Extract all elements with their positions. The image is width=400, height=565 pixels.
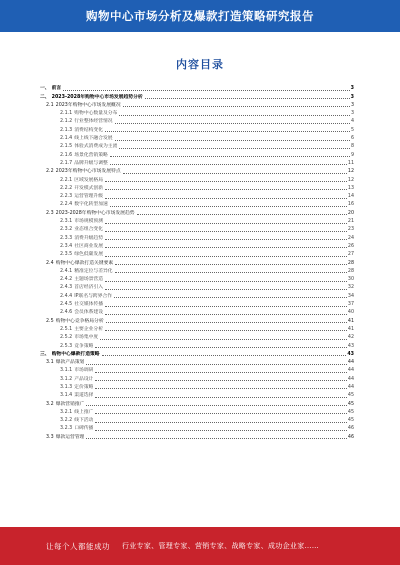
toc-entry-page: 45 <box>347 393 354 399</box>
toc-entry-number: 2.2.3 <box>60 194 73 200</box>
footer-slogan: 让每个人都能成功 <box>46 541 110 551</box>
toc-entry[interactable] <box>40 258 354 266</box>
toc-entry[interactable] <box>40 217 354 225</box>
toc-leader-dots <box>115 123 350 124</box>
toc-entry[interactable] <box>40 408 354 416</box>
toc-leader-dots <box>137 214 347 215</box>
toc-entry-label: 运营管理升级 <box>74 194 104 200</box>
toc-entry-page: 37 <box>347 302 354 308</box>
toc-entry[interactable] <box>40 142 354 150</box>
toc-leader-dots <box>105 281 347 282</box>
toc-entry-page: 26 <box>347 243 354 249</box>
toc-entry-label: 业态组合变化 <box>74 227 104 233</box>
toc-entry-label: 2023-2028年购物中心市场发展趋势 <box>55 210 135 216</box>
toc-entry[interactable] <box>40 374 354 382</box>
toc-entry-page: 12 <box>347 177 354 183</box>
toc-leader-dots <box>95 430 346 431</box>
table-of-contents <box>40 84 354 522</box>
toc-entry-page: 44 <box>347 384 354 390</box>
toc-entry-number: 3.1.1 <box>60 368 73 374</box>
toc-leader-dots <box>106 322 347 323</box>
toc-entry-number: 3.2.1 <box>60 409 73 415</box>
toc-entry-page: 4 <box>350 119 354 125</box>
toc-entry[interactable] <box>40 391 354 399</box>
toc-leader-dots <box>115 264 347 265</box>
toc-entry-page: 3 <box>350 94 354 100</box>
toc-entry-label: 区域发展格局 <box>74 177 104 183</box>
toc-leader-dots <box>105 131 350 132</box>
toc-entry-number: 2.1.4 <box>60 136 73 142</box>
toc-entry[interactable] <box>40 233 354 241</box>
toc-entry[interactable] <box>40 275 354 283</box>
toc-entry-label: 主题场景营造 <box>74 277 104 283</box>
toc-entry[interactable] <box>40 125 354 133</box>
toc-entry-number: 2.3.4 <box>60 243 73 249</box>
toc-entry[interactable] <box>40 300 354 308</box>
toc-leader-dots <box>123 106 350 107</box>
toc-entry-number: 2.3.1 <box>60 219 73 225</box>
toc-entry-page: 23 <box>347 227 354 233</box>
toc-entry-number: 2.2.2 <box>60 185 73 191</box>
toc-entry-label: 市场集中度 <box>74 335 99 341</box>
toc-entry[interactable] <box>40 184 354 192</box>
toc-entry-page: 3 <box>350 86 354 92</box>
toc-entry[interactable] <box>40 117 354 125</box>
toc-entry-page: 41 <box>347 326 354 332</box>
toc-entry-number: 2.1.6 <box>60 152 73 158</box>
toc-leader-dots <box>123 173 347 174</box>
toc-entry[interactable] <box>40 92 354 100</box>
toc-entry-label: 首店经济引入 <box>74 285 104 291</box>
toc-entry-number: 2.4.5 <box>60 302 73 308</box>
toc-entry-page: 9 <box>350 152 354 158</box>
toc-entry-page: 46 <box>347 426 354 432</box>
toc-entry[interactable] <box>40 333 354 341</box>
toc-entry-page: 40 <box>347 310 354 316</box>
toc-entry-label: IP联名与跨界合作 <box>74 293 113 299</box>
toc-entry[interactable] <box>40 242 354 250</box>
toc-leader-dots <box>105 189 347 190</box>
toc-entry-page: 16 <box>347 202 354 208</box>
toc-entry-page: 45 <box>347 409 354 415</box>
toc-entry-number: 3.2 <box>46 401 54 407</box>
footer-tagline: 行业专家、管理专家、营销专家、战略专家、成功企业家…… <box>122 542 320 550</box>
toc-entry-label: 会员体系建设 <box>74 310 104 316</box>
toc-entry-page: 44 <box>347 360 354 366</box>
toc-entry-number: 2.5.3 <box>60 343 73 349</box>
toc-leader-dots <box>110 156 350 157</box>
toc-entry-label: 线下活动 <box>74 418 94 424</box>
toc-entry-page: 44 <box>347 376 354 382</box>
toc-leader-dots <box>110 164 347 165</box>
toc-leader-dots <box>115 272 347 273</box>
report-footer <box>0 527 400 565</box>
toc-entry-page: 28 <box>347 260 354 266</box>
toc-entry[interactable] <box>40 225 354 233</box>
toc-entry-number: 2.5.1 <box>60 326 73 332</box>
toc-entry-number: 2.3.5 <box>60 252 73 258</box>
toc-entry-label: 竞争策略 <box>74 343 94 349</box>
toc-entry-label: 2023年购物中心市场发展概况 <box>55 102 121 108</box>
toc-entry-page: 43 <box>347 351 354 357</box>
toc-entry-number: 2.3.3 <box>60 235 73 241</box>
toc-entry-label: 爆款运营管理 <box>55 434 85 440</box>
toc-entry-page: 28 <box>347 268 354 274</box>
toc-entry-number: 三、 <box>40 351 50 357</box>
toc-entry-label: 线上推广 <box>74 409 94 415</box>
toc-entry-number: 3.1.2 <box>60 376 73 382</box>
toc-entry-number: 2.4 <box>46 260 54 266</box>
toc-leader-dots <box>105 198 347 199</box>
toc-entry-label: 数字化转型加速 <box>74 202 108 208</box>
toc-entry-label: 渠道选择 <box>74 393 94 399</box>
toc-entry-number: 2.4.2 <box>60 277 73 283</box>
toc-entry[interactable] <box>40 250 354 258</box>
toc-leader-dots <box>145 98 350 99</box>
toc-entry-page: 8 <box>350 144 354 150</box>
toc-entry-page: 12 <box>347 169 354 175</box>
toc-entry[interactable] <box>40 416 354 424</box>
toc-leader-dots <box>95 397 346 398</box>
toc-entry[interactable] <box>40 200 354 208</box>
toc-entry-page: 46 <box>347 434 354 440</box>
toc-entry-label: 行业整体经营情况 <box>74 119 113 125</box>
toc-leader-dots <box>86 364 346 365</box>
toc-entry-page: 5 <box>350 127 354 133</box>
toc-entry[interactable] <box>40 341 354 349</box>
toc-leader-dots <box>114 297 347 298</box>
toc-entry-label: 市场规模预测 <box>74 219 104 225</box>
toc-leader-dots <box>105 239 347 240</box>
toc-entry-page: 41 <box>347 318 354 324</box>
toc-leader-dots <box>119 148 350 149</box>
toc-entry[interactable] <box>40 325 354 333</box>
report-header <box>0 0 400 32</box>
toc-entry-label: 购物中心数量及分布 <box>74 111 118 117</box>
toc-entry-number: 2.4.4 <box>60 293 73 299</box>
toc-entry-page: 6 <box>350 136 354 142</box>
toc-entry-number: 2.4.6 <box>60 310 73 316</box>
toc-entry-label: 定价策略 <box>74 384 94 390</box>
toc-entry-label: 2023年购物中心市场发展特点 <box>55 169 121 175</box>
toc-entry-number: 2.2.4 <box>60 202 73 208</box>
toc-entry-label: 绿色低碳发展 <box>74 252 104 258</box>
toc-entry-page: 11 <box>347 160 354 166</box>
toc-entry[interactable] <box>40 150 354 158</box>
toc-leader-dots <box>95 372 346 373</box>
toc-entry-number: 3.1 <box>46 360 54 366</box>
toc-leader-dots <box>105 247 347 248</box>
toc-entry-label: 口碑传播 <box>74 426 94 432</box>
report-title: 购物中心市场分析及爆款打造策略研究报告 <box>86 9 314 23</box>
toc-entry[interactable] <box>40 101 354 109</box>
toc-entry-label: 市场调研 <box>74 368 94 374</box>
toc-entry[interactable] <box>40 432 354 440</box>
toc-leader-dots <box>110 206 347 207</box>
toc-entry-label: 品牌升级与调整 <box>74 160 108 166</box>
toc-entry[interactable] <box>40 192 354 200</box>
toc-heading: 内容目录 <box>176 58 224 71</box>
toc-entry-page: 34 <box>347 293 354 299</box>
toc-entry-label: 爆款营销推广 <box>55 401 85 407</box>
toc-leader-dots <box>95 380 346 381</box>
toc-entry-number: 2.1.3 <box>60 127 73 133</box>
toc-entry-number: 2.1.5 <box>60 144 73 150</box>
toc-entry-page: 45 <box>347 401 354 407</box>
toc-entry-label: 爆款产品策划 <box>55 360 85 366</box>
toc-entry-number: 3.3 <box>46 434 54 440</box>
toc-entry[interactable] <box>40 167 354 175</box>
toc-leader-dots <box>102 355 347 356</box>
toc-entry-label: 购物中心竞争格局分析 <box>55 318 104 324</box>
toc-leader-dots <box>105 289 347 290</box>
toc-entry-number: 3.1.4 <box>60 393 73 399</box>
toc-entry[interactable] <box>40 358 354 366</box>
toc-entry-number: 2.5 <box>46 318 54 324</box>
toc-entry-number: 二、 <box>40 94 50 100</box>
toc-entry-label: 购物中心爆款打造关键要素 <box>55 260 114 266</box>
toc-entry-number: 2.4.1 <box>60 268 73 274</box>
toc-entry-label: 消费升级趋势 <box>74 235 104 241</box>
toc-entry[interactable] <box>40 350 354 358</box>
toc-entry-number: 2.5.2 <box>60 335 73 341</box>
toc-entry-page: 13 <box>347 185 354 191</box>
toc-entry-label: 购物中心爆款打造策略 <box>51 351 100 357</box>
toc-entry-number: 一、 <box>40 86 50 92</box>
toc-entry-label: 精准定位与差异化 <box>74 268 113 274</box>
toc-leader-dots <box>115 140 350 141</box>
toc-entry-label: 消费结构变化 <box>74 127 104 133</box>
toc-entry-page: 3 <box>350 102 354 108</box>
toc-leader-dots <box>105 314 347 315</box>
toc-entry-label: 主要企业分析 <box>74 326 104 332</box>
toc-leader-dots <box>119 115 350 116</box>
toc-entry-page: 20 <box>347 210 354 216</box>
toc-leader-dots <box>105 306 347 307</box>
toc-entry[interactable] <box>40 134 354 142</box>
toc-entry-label: 前言 <box>51 86 62 92</box>
toc-entry-number: 2.1.2 <box>60 119 73 125</box>
toc-leader-dots <box>105 181 347 182</box>
toc-entry-page: 24 <box>347 235 354 241</box>
toc-entry-label: 开发模式创新 <box>74 185 104 191</box>
toc-entry-page: 45 <box>347 418 354 424</box>
toc-entry[interactable] <box>40 316 354 324</box>
toc-entry[interactable] <box>40 109 354 117</box>
toc-leader-dots <box>105 330 347 331</box>
toc-entry-page: 32 <box>347 285 354 291</box>
toc-entry-label: 线上线下融合发展 <box>74 136 113 142</box>
toc-leader-dots <box>105 256 347 257</box>
toc-entry[interactable] <box>40 84 354 92</box>
toc-entry[interactable] <box>40 366 354 374</box>
toc-entry-number: 2.1.7 <box>60 160 73 166</box>
toc-entry-number: 2.3 <box>46 210 54 216</box>
toc-entry-number: 2.1 <box>46 102 54 108</box>
toc-entry[interactable] <box>40 399 354 407</box>
toc-entry[interactable] <box>40 308 354 316</box>
toc-entry[interactable] <box>40 175 354 183</box>
toc-leader-dots <box>105 223 347 224</box>
toc-leader-dots <box>95 413 346 414</box>
toc-entry[interactable] <box>40 283 354 291</box>
toc-entry-page: 43 <box>347 343 354 349</box>
toc-entry-page: 42 <box>347 335 354 341</box>
toc-entry-number: 2.2 <box>46 169 54 175</box>
toc-entry-number: 3.2.3 <box>60 426 73 432</box>
toc-entry-number: 2.2.1 <box>60 177 73 183</box>
toc-entry-page: 3 <box>350 111 354 117</box>
toc-entry[interactable] <box>40 424 354 432</box>
toc-leader-dots <box>95 347 346 348</box>
toc-entry-label: 体验式消费成为主流 <box>74 144 118 150</box>
toc-entry-label: 场景化营销策略 <box>74 152 108 158</box>
toc-entry-page: 44 <box>347 368 354 374</box>
toc-entry-page: 21 <box>347 219 354 225</box>
toc-leader-dots <box>105 231 347 232</box>
toc-entry-number: 3.1.3 <box>60 384 73 390</box>
toc-entry-number: 2.1.1 <box>60 111 73 117</box>
toc-entry-label: 社交媒体传播 <box>74 302 104 308</box>
toc-entry-label: 2023-2028年购物中心市场发展趋势分析 <box>51 94 143 100</box>
toc-entry[interactable] <box>40 291 354 299</box>
toc-leader-dots <box>86 405 346 406</box>
toc-entry-page: 14 <box>347 194 354 200</box>
toc-entry-number: 3.2.2 <box>60 418 73 424</box>
toc-leader-dots <box>86 438 346 439</box>
toc-entry[interactable] <box>40 208 354 216</box>
toc-entry-label: 产品设计 <box>74 376 94 382</box>
toc-leader-dots <box>63 90 349 91</box>
toc-leader-dots <box>95 422 346 423</box>
toc-entry-label: 社区商业发展 <box>74 243 104 249</box>
toc-entry[interactable] <box>40 383 354 391</box>
toc-entry-page: 30 <box>347 277 354 283</box>
toc-leader-dots <box>95 388 346 389</box>
toc-entry[interactable] <box>40 267 354 275</box>
toc-leader-dots <box>100 339 347 340</box>
toc-entry-page: 27 <box>347 252 354 258</box>
toc-entry-number: 2.3.2 <box>60 227 73 233</box>
toc-entry[interactable] <box>40 159 354 167</box>
toc-entry-number: 2.4.3 <box>60 285 73 291</box>
